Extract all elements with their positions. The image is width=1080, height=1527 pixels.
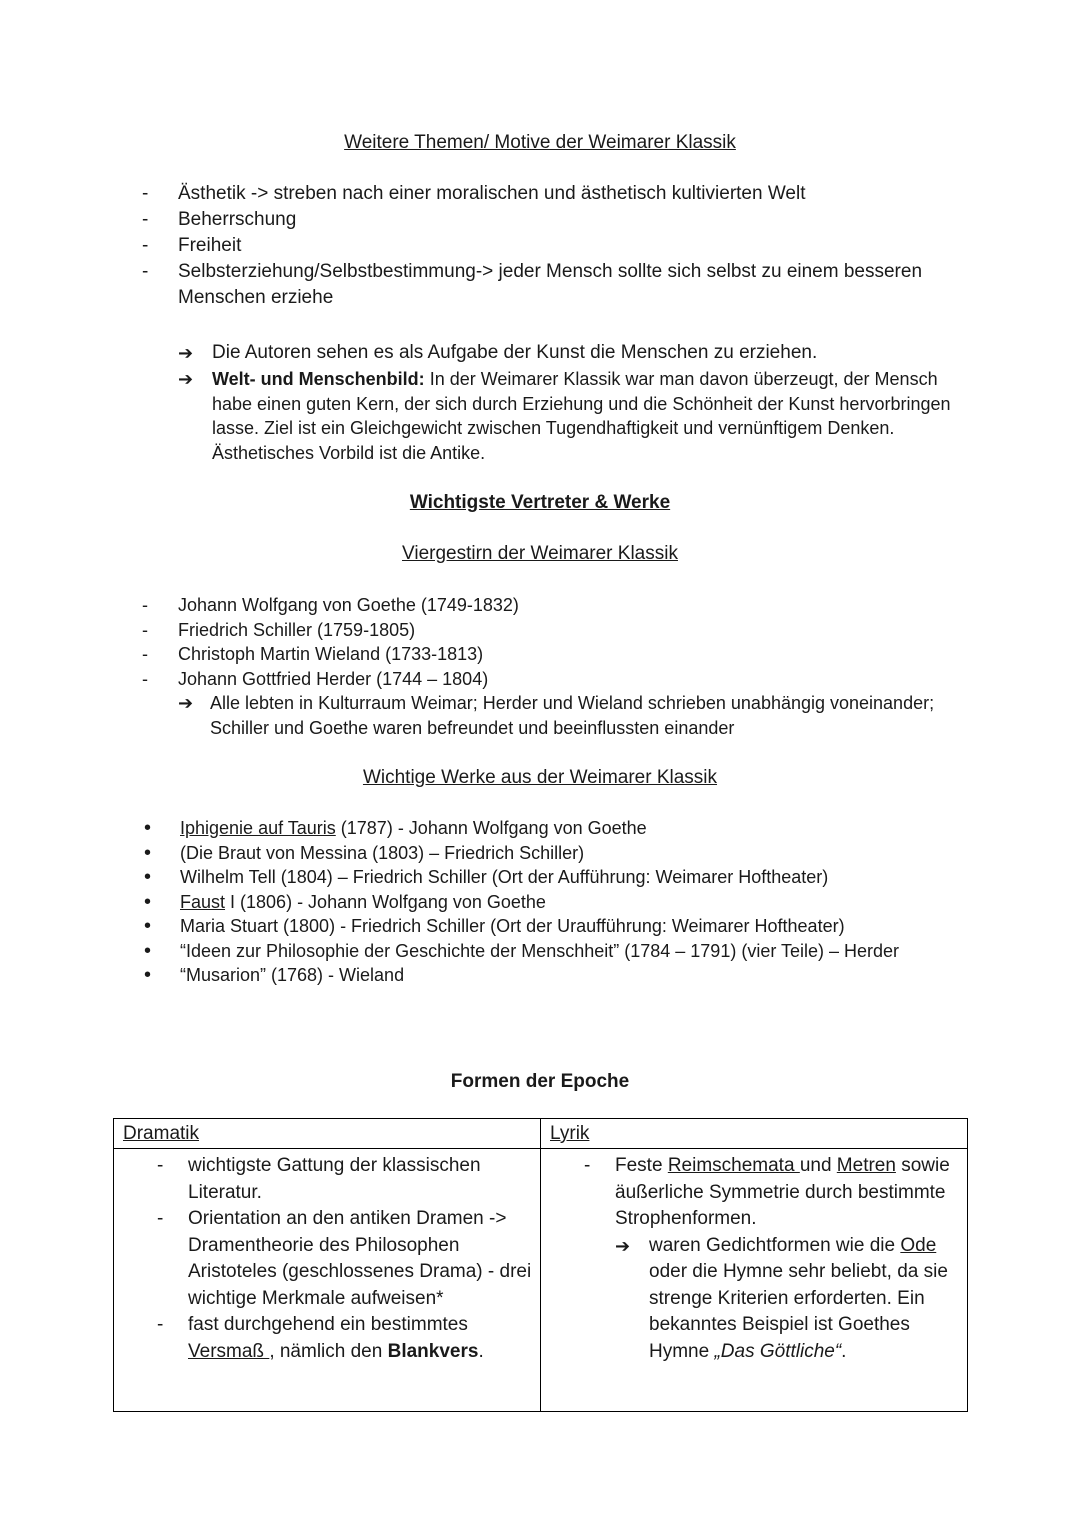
authors-note bbox=[178, 691, 978, 740]
works-list bbox=[144, 816, 974, 988]
themes-list bbox=[142, 181, 972, 311]
list-item: - Christoph Martin Wieland (1733-1813) bbox=[142, 642, 972, 667]
heading-text: Formen der Epoche bbox=[450, 1071, 630, 1092]
work-title-link[interactable]: Iphigenie auf Tauris bbox=[180, 818, 336, 838]
work-title-link[interactable]: Faust bbox=[180, 891, 226, 912]
section-title-werke bbox=[0, 765, 1080, 791]
metren-link[interactable]: Metren bbox=[836, 1155, 896, 1176]
table-header-lyrik: Lyrik bbox=[541, 1119, 968, 1149]
list-item: - Johann Wolfgang von Goethe (1749-1832) bbox=[142, 593, 972, 618]
arrow-right-icon: ➔ bbox=[615, 1235, 631, 1256]
heading-text: Wichtigste Vertreter & Werke bbox=[409, 492, 671, 513]
list-item: - Selbsterziehung/Selbstbestimmung-> jeder Mensch sollte sich selbst zu einem besseren Menschen erziehe bbox=[142, 259, 972, 311]
list-item: • “Ideen zur Philosophie der Geschichte der Menschheit” (1784 – 1791) (vier Teile) – Herder bbox=[144, 939, 974, 964]
arrow-right-icon: ➔ bbox=[178, 369, 194, 389]
list-item: - Friedrich Schiller (1759-1805) bbox=[142, 618, 972, 643]
section-title-themen bbox=[0, 130, 1080, 156]
table-header-dramatik: Dramatik bbox=[114, 1119, 541, 1149]
list-item: - Orientation an den antiken Dramen -> Dramentheorie des Philosophen Aristoteles (geschlossenes Drama) - drei wichtige Merkmale aufweisen* bbox=[114, 1206, 540, 1312]
arrow-item: ➔ Alle lebten in Kulturraum Weimar; Herder und Wieland schrieben unabhängig voneinander; Schiller und Goethe waren befreundet und beeinflussten einander bbox=[178, 693, 935, 738]
authors-list bbox=[142, 593, 972, 691]
heading-text: Viergestirn der Weimarer Klassik bbox=[402, 543, 678, 564]
arrow-item: ➔ waren Gedichtformen wie die Ode oder die Hymne sehr beliebt, da sie strenge Kriterien erforderten. Ein bekanntes Beispiel ist Goethes Hymne „Das Göttliche“. bbox=[615, 1234, 948, 1362]
list-item: - Feste Reimschemata und Metren sowie äußerliche Symmetrie durch bestimmte Strophenformen. bbox=[541, 1153, 967, 1233]
versmass-link[interactable]: Versmaß bbox=[188, 1340, 270, 1362]
heading-text: Wichtige Werke aus der Weimarer Klassik bbox=[362, 767, 718, 788]
reimschemata-link[interactable]: Reimschemata bbox=[667, 1155, 800, 1176]
list-item: • Wilhelm Tell (1804) – Friedrich Schiller (Ort der Aufführung: Weimarer Hoftheater) bbox=[144, 865, 974, 890]
arrow-right-icon: ➔ bbox=[178, 693, 194, 713]
section-subtitle-viergestirn bbox=[0, 541, 1080, 567]
arrow-right-icon: ➔ bbox=[178, 343, 194, 363]
conclusion-list bbox=[178, 340, 968, 465]
section-title-vertreter bbox=[0, 490, 1080, 516]
heading-text: Weitere Themen/ Motive der Weimarer Klassik bbox=[344, 132, 736, 153]
arrow-item: ➔ Welt- und Menschenbild: In der Weimarer Klassik war man davon überzeugt, der Mensch habe einen guten Kern, der sich durch Erziehung und die Schönheit der Kunst hervorbringen lasse. Ziel ist ein Gleichgewicht zwischen Tugendhaftigkeit und vernünftigem Denken. Ästhetisches Vorbild ist die Antike. bbox=[178, 369, 951, 463]
list-item: • Iphigenie auf Tauris (1787) - Johann Wolfgang von Goethe bbox=[144, 816, 974, 841]
list-item: - Ästhetik -> streben nach einer moralischen und ästhetisch kultivierten Welt bbox=[142, 181, 972, 207]
list-item: • “Musarion” (1768) - Wieland bbox=[144, 963, 974, 988]
forms-table bbox=[113, 1118, 968, 1412]
table-cell-lyrik bbox=[541, 1149, 968, 1412]
list-item: - Johann Gottfried Herder (1744 – 1804) bbox=[142, 667, 972, 692]
arrow-item: ➔ Die Autoren sehen es als Aufgabe der Kunst die Menschen zu erziehen. bbox=[178, 340, 968, 366]
list-item: - fast durchgehend ein bestimmtes Versmaß , nämlich den Blankvers. bbox=[114, 1312, 540, 1365]
list-item: - Beherrschung bbox=[142, 207, 972, 233]
ode-link[interactable]: Ode bbox=[900, 1234, 937, 1256]
list-item: • Maria Stuart (1800) - Friedrich Schiller (Ort der Uraufführung: Weimarer Hoftheater) bbox=[144, 914, 974, 939]
list-item: • (Die Braut von Messina (1803) – Friedrich Schiller) bbox=[144, 841, 974, 866]
list-item: • Faust I (1806) - Johann Wolfgang von Goethe bbox=[144, 890, 974, 915]
list-item: - wichtigste Gattung der klassischen Literatur. bbox=[114, 1153, 540, 1206]
section-title-formen bbox=[0, 1069, 1080, 1095]
list-item: - Freiheit bbox=[142, 233, 972, 259]
term-label: Welt- und Menschenbild: bbox=[212, 369, 425, 389]
table-cell-dramatik bbox=[114, 1149, 541, 1412]
